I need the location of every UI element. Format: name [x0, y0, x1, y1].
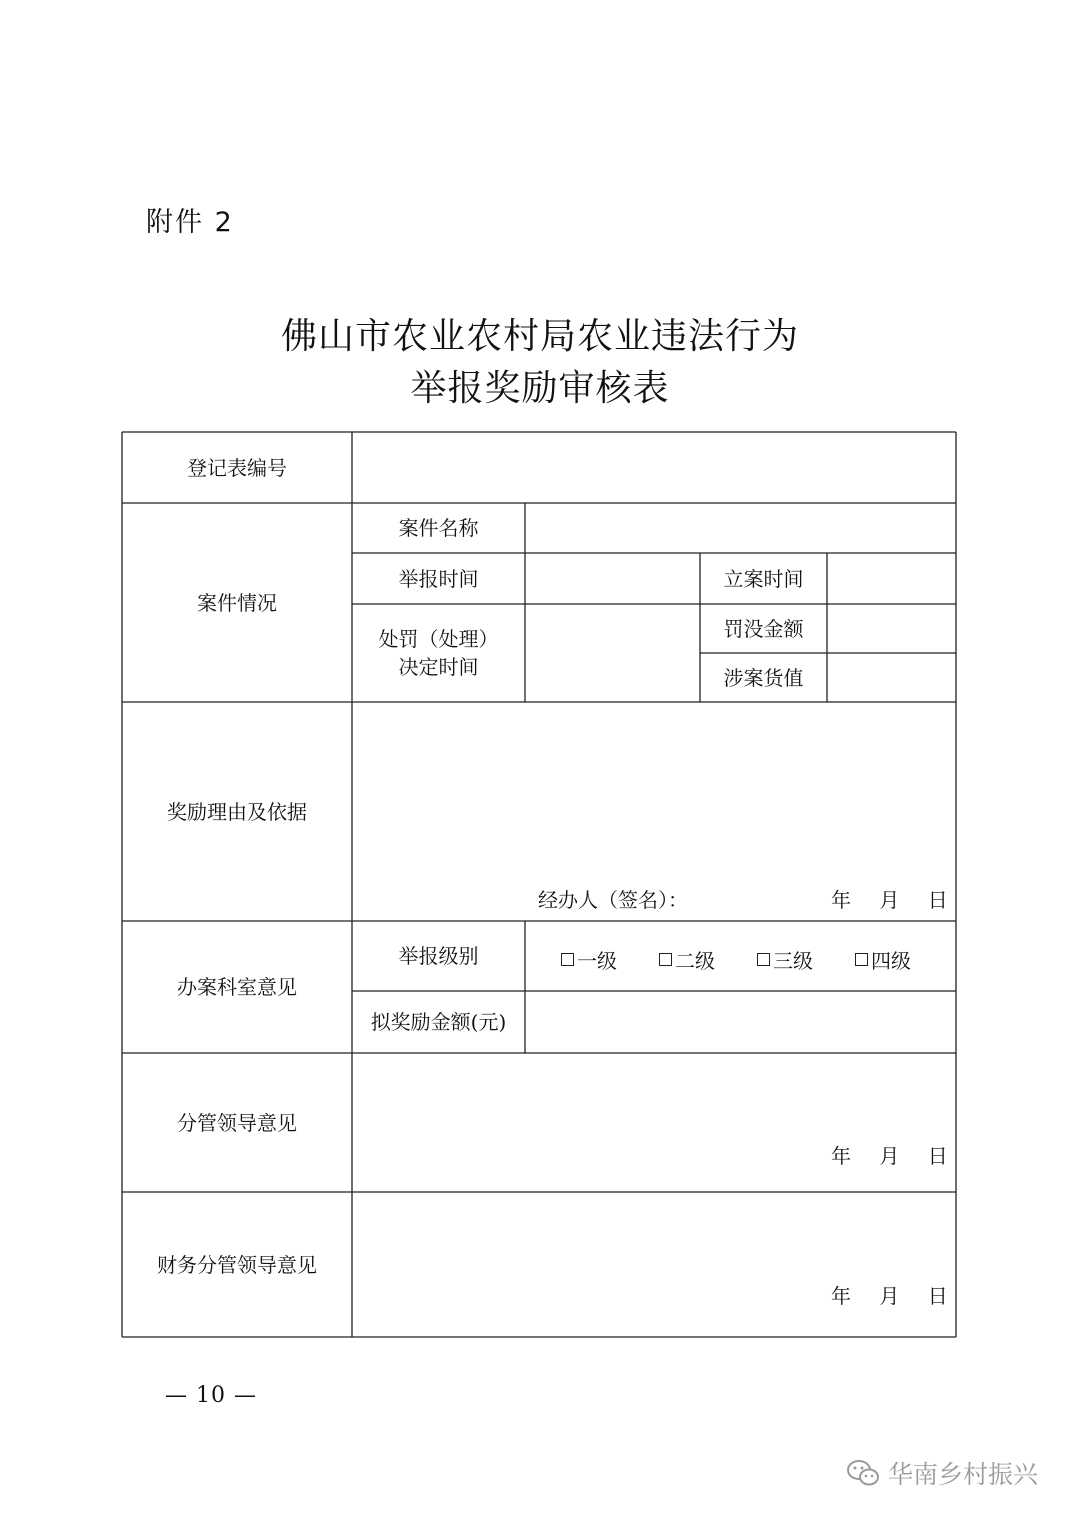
- goods-value-field[interactable]: [828, 654, 955, 701]
- leader-opinion-date: [831, 1140, 948, 1169]
- fine-amount-field[interactable]: [828, 605, 955, 652]
- checkbox-square-icon: [561, 953, 574, 966]
- page-number: — 10 —: [165, 1383, 257, 1408]
- level-1-checkbox[interactable]: [561, 945, 617, 974]
- finance-leader-opinion-section-label: 财务分管领导意见: [157, 1252, 317, 1277]
- watermark: [846, 1455, 1038, 1491]
- leader-opinion-section-label: 分管领导意见: [177, 1110, 297, 1135]
- reward-reason-field[interactable]: [353, 703, 955, 873]
- checkbox-square-icon: [757, 953, 770, 966]
- report-time-label: 举报时间: [398, 566, 479, 591]
- finance-leader-opinion-date: [831, 1280, 948, 1309]
- date-year: 年: [831, 1144, 851, 1168]
- level-2-label: 二级: [675, 949, 715, 973]
- level-3-checkbox[interactable]: [757, 945, 813, 974]
- level-3-label: 三级: [773, 949, 813, 973]
- form-title-line-2: 举报奖励审核表: [410, 368, 670, 409]
- handler-signature-label: 经办人（签名）：: [538, 888, 688, 912]
- goods-value-label: 涉案货值: [723, 665, 804, 690]
- level-4-checkbox[interactable]: [855, 945, 911, 974]
- case-name-field[interactable]: [526, 504, 955, 552]
- case-info-section-label: 案件情况: [197, 590, 277, 615]
- finance-leader-opinion-field[interactable]: [353, 1193, 955, 1275]
- fine-amount-label: 罚没金额: [723, 616, 804, 641]
- registration-number-field[interactable]: [353, 433, 955, 502]
- reward-reason-date: [831, 884, 948, 913]
- registration-number-label: 登记表编号: [187, 455, 287, 480]
- date-month: 月: [879, 1284, 900, 1308]
- leader-opinion-field[interactable]: [353, 1054, 955, 1134]
- reward-reason-section-label: 奖励理由及依据: [167, 799, 307, 824]
- penalty-decision-time-label-line-1: 处罚（处理）: [378, 627, 499, 651]
- level-2-checkbox[interactable]: [659, 945, 715, 974]
- reward-amount-field[interactable]: [526, 992, 955, 1052]
- attachment-label: 附件 2: [146, 207, 234, 238]
- penalty-decision-time-field[interactable]: [526, 605, 699, 701]
- date-year: 年: [831, 888, 851, 912]
- penalty-decision-time-label-line-2: 决定时间: [398, 655, 479, 679]
- checkbox-square-icon: [855, 953, 868, 966]
- form-title-line-1: 佛山市农业农村局农业违法行为: [280, 316, 799, 357]
- date-month: 月: [879, 888, 900, 912]
- filing-time-field[interactable]: [828, 554, 955, 603]
- handler-signature-line: [538, 884, 688, 913]
- checkbox-square-icon: [659, 953, 672, 966]
- filing-time-label: 立案时间: [723, 566, 804, 591]
- date-day: 日: [927, 1284, 948, 1308]
- penalty-decision-time-label: [352, 604, 525, 702]
- date-year: 年: [831, 1284, 851, 1308]
- watermark-text: 华南乡村振兴: [888, 1460, 1039, 1489]
- date-day: 日: [927, 888, 948, 912]
- office-opinion-section-label: 办案科室意见: [177, 975, 297, 999]
- report-level-label: 举报级别: [398, 944, 479, 968]
- level-4-label: 四级: [871, 949, 911, 973]
- date-day: 日: [927, 1144, 948, 1168]
- level-1-label: 一级: [577, 949, 617, 973]
- reward-amount-label: 拟奖励金额(元): [370, 1010, 507, 1034]
- wechat-icon: [846, 1458, 880, 1488]
- date-month: 月: [879, 1144, 900, 1168]
- case-name-label: 案件名称: [398, 516, 479, 540]
- report-time-field[interactable]: [526, 554, 699, 603]
